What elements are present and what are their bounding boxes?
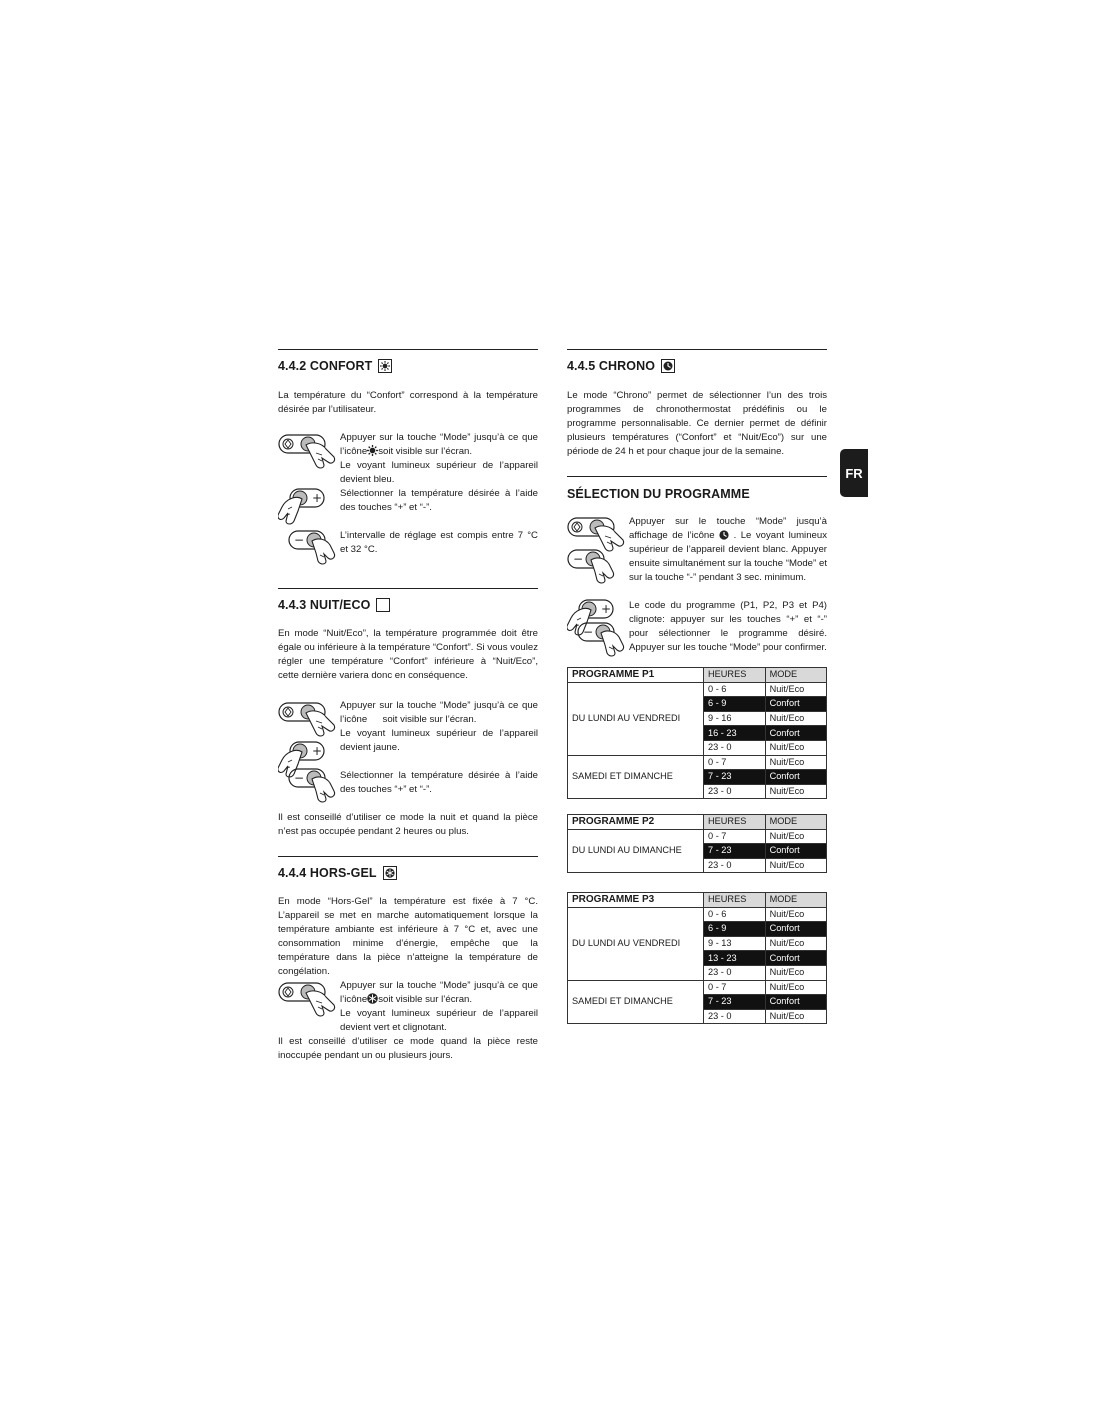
selection-heading	[567, 487, 827, 501]
confort-step1-text-end: soit visible sur l’écran.	[378, 446, 473, 457]
selection-heading-text: SÉLECTION DU PROGRAMME	[567, 487, 750, 501]
selection-step2-text: Le code du programme (P1, P2, P3 et P4) clignote: appuyer sur les touches “+” et “-” pour sélectionner le programme désiré. Appuyer sur les touche “Mode” pour confirmer.	[629, 600, 827, 653]
hours-cell: 16 - 23	[704, 726, 766, 741]
sun-icon	[367, 445, 378, 456]
nuit-intro: En mode “Nuit/Eco”, la température programmée doit être égale ou inférieure à la température “Confort”. Si vous voulez régler une température “Confort” inférieure à “Nuit/Eco”, cette dernière variera donc en conséquence.	[278, 628, 538, 681]
confort-step1-led: Le voyant lumineux supérieur de l’appareil devient bleu.	[340, 460, 538, 485]
nuit-step-1	[340, 699, 538, 755]
hours-cell: 9 - 16	[704, 711, 766, 726]
moon-icon	[376, 598, 390, 612]
chrono-heading	[567, 359, 827, 373]
col-hours-header: HEURES	[704, 893, 766, 908]
mode-cell: Nuit/Eco	[765, 711, 826, 726]
mode-cell: Nuit/Eco	[765, 858, 826, 873]
confort-step-1	[340, 431, 538, 515]
mode-cell: Nuit/Eco	[765, 784, 826, 799]
confort-step-3	[340, 529, 538, 557]
mode-button-illustration	[278, 699, 338, 741]
clock-icon	[719, 530, 729, 540]
mode-button-illustration	[278, 979, 338, 1021]
section-chrono	[567, 349, 827, 457]
language-tab-label: FR	[845, 465, 863, 481]
mode-cell: Nuit/Eco	[765, 980, 826, 995]
mode-button-illustration	[278, 431, 338, 473]
hours-cell: 9 - 13	[704, 936, 766, 951]
horsgel-step1-text: Appuyer sur la touche “Mode” jusqu’à ce que l’icône	[340, 980, 538, 1005]
mode-cell: Confort	[765, 995, 826, 1010]
mode-cell: Confort	[765, 726, 826, 741]
nuit-note: Il est conseillé d’utiliser ce mode la nuit et quand la pièce n’est pas occupée pendant 2 heures ou plus.	[278, 812, 538, 837]
nuit-heading-text: 4.4.3 NUIT/ECO	[278, 598, 371, 612]
confort-step-2: Sélectionner la température désirée à l’aide des touches “+” et “-”.	[340, 488, 538, 513]
programme-p2-table	[567, 814, 827, 873]
mode-cell: Nuit/Eco	[765, 740, 826, 755]
col-hours-header: HEURES	[704, 668, 766, 683]
hours-cell: 7 - 23	[704, 844, 766, 859]
mode-cell: Nuit/Eco	[765, 936, 826, 951]
mode-cell: Confort	[765, 770, 826, 785]
horsgel-note: Il est conseillé d’utiliser ce mode quand la pièce reste inoccupée pendant un ou plusieurs jours.	[278, 1036, 538, 1061]
mode-cell: Nuit/Eco	[765, 755, 826, 770]
chrono-heading-text: 4.4.5 CHRONO	[567, 359, 656, 373]
hours-cell: 23 - 0	[704, 740, 766, 755]
nuit-heading	[278, 598, 538, 612]
table-row	[568, 907, 827, 922]
hours-cell: 0 - 6	[704, 907, 766, 922]
table-row	[568, 682, 827, 697]
hours-cell: 7 - 23	[704, 770, 766, 785]
nuit-step-2	[340, 769, 538, 797]
mode-cell: Nuit/Eco	[765, 965, 826, 980]
chrono-intro: Le mode “Chrono” permet de sélectionner l’un des trois programmes de chronothermostat prédéfinis ou le programme personnalisable. Ce dernier permet de définir plusieurs températures (“Confort” et “Nuit/Eco”) sur une période de 24 h et pour chaque jour de la semaine.	[567, 390, 827, 457]
col-mode-header: MODE	[765, 815, 826, 830]
selection-step1-text-end: . Le voyant lumineux supérieur de l’appareil devient blanc. Appuyer ensuite simultanément sur la touche “Mode” et sur la touche “-” pendant 3 sec. minimum.	[629, 530, 827, 583]
table-title: PROGRAMME P3	[568, 893, 704, 908]
table-row	[568, 980, 827, 995]
hours-cell: 23 - 0	[704, 784, 766, 799]
mode-cell: Nuit/Eco	[765, 682, 826, 697]
day-group-label: SAMEDI ET DIMANCHE	[568, 755, 704, 799]
hours-cell: 23 - 0	[704, 858, 766, 873]
selection-step-2	[629, 599, 827, 655]
section-divider	[567, 476, 827, 477]
table-row	[568, 829, 827, 844]
table-title: PROGRAMME P1	[568, 668, 704, 683]
nuit-step1-text-end: soit visible sur l’écran.	[382, 714, 477, 725]
hours-cell: 0 - 7	[704, 755, 766, 770]
horsgel-heading-text: 4.4.4 HORS-GEL	[278, 866, 377, 880]
col-mode-header: MODE	[765, 893, 826, 908]
day-group-label: DU LUNDI AU VENDREDI	[568, 682, 704, 755]
mode-cell: Confort	[765, 951, 826, 966]
horsgel-intro: En mode “Hors-Gel” la température est fixée à 7 °C. L’appareil se met en marche automatiquement lorsque la température ambiante est inférieure à 7 °C et, avec une consommation minime d’énergie, empêche que la température dans la pièce n’atteigne la température de congélation.	[278, 896, 538, 977]
moon-icon	[370, 714, 380, 724]
mode-cell: Confort	[765, 922, 826, 937]
section-divider	[278, 349, 538, 350]
programme-p3-table	[567, 892, 827, 1024]
day-group-label: SAMEDI ET DIMANCHE	[568, 980, 704, 1024]
horsgel-step-1	[340, 979, 538, 1035]
minus-button-illustration	[577, 619, 637, 661]
table-header-row	[568, 893, 827, 908]
mode-cell: Nuit/Eco	[765, 907, 826, 922]
mode-cell: Nuit/Eco	[765, 1009, 826, 1024]
minus-button-illustration	[288, 527, 348, 569]
hours-cell: 13 - 23	[704, 951, 766, 966]
confort-heading	[278, 359, 538, 373]
mode-cell: Confort	[765, 844, 826, 859]
section-selection	[567, 476, 827, 653]
col-hours-header: HEURES	[704, 815, 766, 830]
confort-intro: La température du “Confort” correspond à la température désirée par l’utilisateur.	[278, 390, 538, 415]
hours-cell: 6 - 9	[704, 697, 766, 712]
hours-cell: 6 - 9	[704, 922, 766, 937]
snowflake-icon	[383, 866, 397, 880]
table-header-row	[568, 815, 827, 830]
section-divider	[567, 349, 827, 350]
nuit-step1-text: Appuyer sur la touche “Mode” jusqu’à ce que l’icône	[340, 700, 538, 725]
plus-button-illustration	[278, 487, 338, 529]
selection-step1-text: Appuyer sur le touche “Mode” jusqu’à affichage de l’icône	[629, 516, 827, 541]
minus-button-illustration	[288, 765, 348, 807]
programme-p1-table	[567, 667, 827, 799]
horsgel-heading	[278, 866, 538, 880]
hours-cell: 0 - 7	[704, 980, 766, 995]
minus-button-illustration	[567, 546, 627, 588]
confort-heading-text: 4.4.2 CONFORT	[278, 359, 373, 373]
mode-cell: Confort	[765, 697, 826, 712]
language-tab	[840, 449, 868, 497]
confort-step1-text: Appuyer sur la touche “Mode” jusqu’à ce que l’icône	[340, 432, 538, 457]
snowflake-icon	[367, 993, 378, 1004]
day-group-label: DU LUNDI AU VENDREDI	[568, 907, 704, 980]
table-title: PROGRAMME P2	[568, 815, 704, 830]
hours-cell: 7 - 23	[704, 995, 766, 1010]
sun-icon	[378, 359, 392, 373]
table-row	[568, 755, 827, 770]
nuit-step1-led: Le voyant lumineux supérieur de l’appareil devient jaune.	[340, 728, 538, 753]
section-confort	[278, 349, 538, 555]
horsgel-step1-led: Le voyant lumineux supérieur de l’appareil devient vert et clignotant.	[340, 1008, 538, 1033]
nuit-step2-text: Sélectionner la température désirée à l’aide des touches “+” et “-”.	[340, 770, 538, 795]
mode-cell: Nuit/Eco	[765, 829, 826, 844]
hours-cell: 23 - 0	[704, 1009, 766, 1024]
selection-step-1	[629, 515, 827, 585]
col-mode-header: MODE	[765, 668, 826, 683]
day-group-label: DU LUNDI AU DIMANCHE	[568, 829, 704, 873]
hours-cell: 0 - 6	[704, 682, 766, 697]
section-divider	[278, 588, 538, 589]
section-nuit-eco	[278, 588, 538, 837]
hours-cell: 0 - 7	[704, 829, 766, 844]
hours-cell: 23 - 0	[704, 965, 766, 980]
section-divider	[278, 856, 538, 857]
confort-range-note: L’intervalle de réglage est compis entre 7 °C et 32 °C.	[340, 530, 538, 555]
clock-icon	[661, 359, 675, 373]
table-header-row	[568, 668, 827, 683]
horsgel-step1-text-end: soit visible sur l’écran.	[378, 994, 473, 1005]
section-hors-gel	[278, 856, 538, 1061]
